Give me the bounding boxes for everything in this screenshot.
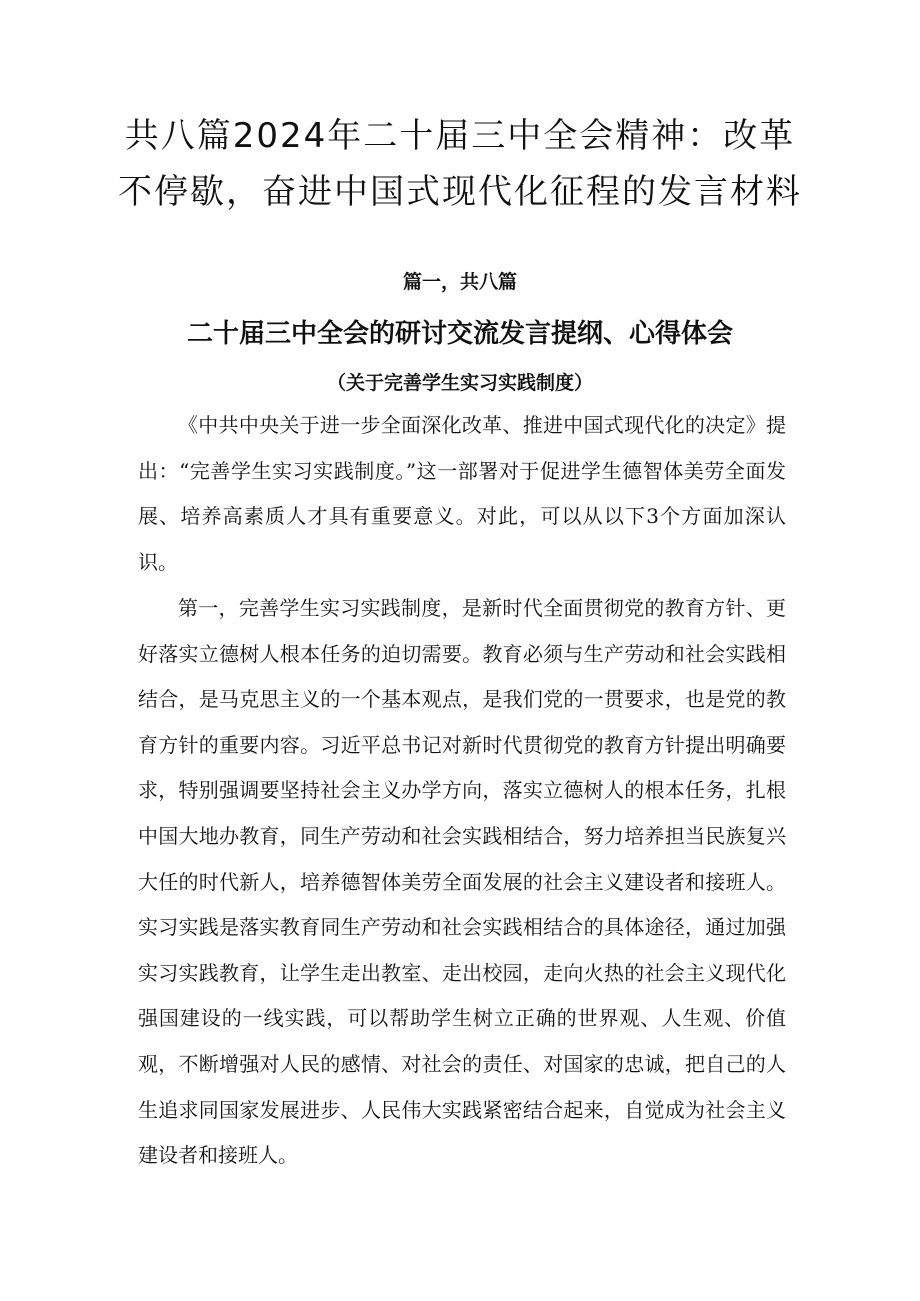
- section-subheading: （关于完善学生实习实践制度）: [326, 372, 593, 394]
- section-heading: 二十届三中全会的研讨交流发言提纲、心得体会: [186, 319, 733, 349]
- document-title: [110, 108, 810, 220]
- document-title-line-1: 共八篇2024年二十届三中全会精神：改革: [124, 116, 796, 156]
- body-paragraph-intro: 《中共中央关于进一步全面深化改革、推进中国式现代化的决定》提出：“完善学生实习实践制度。”这一部署对于促进学生德智体美劳全面发展、培养高素质人才具有重要意义。对此，可以从以下3个方面加深认识。: [138, 413, 786, 574]
- body-paragraph-first-point: 第一，完善学生实习实践制度，是新时代全面贯彻党的教育方针、更好落实立德树人根本任务的迫切需要。教育必须与生产劳动和社会实践相结合，是马克思主义的一个基本观点，是我们党的一贯要求，也是党的教育方针的重要内容。习近平总书记对新时代贯彻党的教育方针提出明确要求，特别强调要坚持社会主义办学方向，落实立德树人的根本任务，扎根中国大地办教育，同生产劳动和社会实践相结合，努力培养担当民族复兴大任的时代新人，培养德智体美劳全面发展的社会主义建设者和接班人。实习实践是落实教育同生产劳动和社会实践相结合的具体途径，通过加强实习实践教育，让学生走出教室、走出校园，走向火热的社会主义现代化强国建设的一线实践，可以帮助学生树立正确的世界观、人生观、价值观，不断增强对人民的感情、对社会的责任、对国家的忠诚，把自己的人生追求同国家发展进步、人民伟大实践紧密结合起来，自觉成为社会主义建设者和接班人。: [138, 596, 786, 1168]
- section-label: 篇一，共八篇: [402, 271, 517, 293]
- document-title-line-2: 不停歇，奋进中国式现代化征程的发言材料: [118, 172, 802, 212]
